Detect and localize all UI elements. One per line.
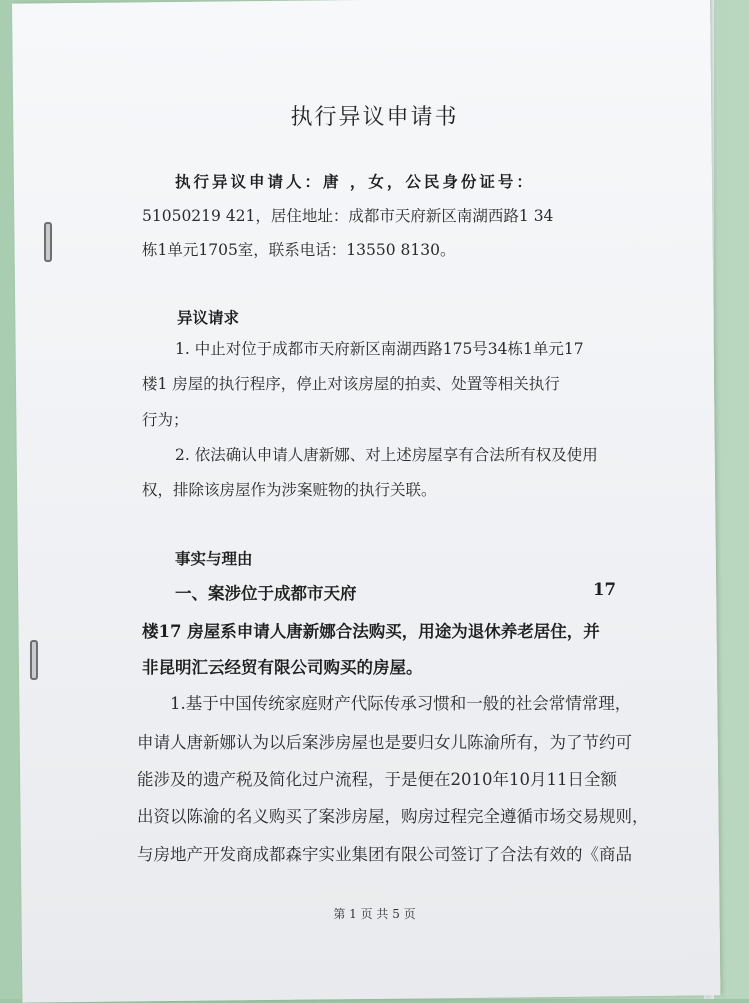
facts-point-1-line-1: 一、案涉位于成都市天府 (175, 584, 357, 603)
applicant-line-3: 栋1单元1705室，联系电话：13550 8130。 (142, 241, 456, 259)
facts-para-1-line-3: 能涉及的遗产税及简化过户流程，于是便在2010年10月11日全额 (137, 770, 617, 789)
request-item-1-line-3: 行为； (142, 411, 189, 429)
applicant-line-2: 51050219 421，居住地址：成都市天府新区南湖西路1 34 (142, 207, 554, 225)
request-item-1-line-2: 楼1 房屋的执行程序，停止对该房屋的拍卖、处置等相关执行 (142, 375, 560, 393)
facts-para-1-line-5: 与房地产开发商成都森宇实业集团有限公司签订了合法有效的《商品 (137, 845, 632, 864)
document-title: 执行异议申请书 (290, 105, 459, 130)
facts-heading: 事实与理由 (175, 549, 253, 568)
facts-para-1-line-1: 1.基于中国传统家庭财产代际传承习惯和一般的社会常情常理， (170, 694, 632, 713)
facts-point-1-line-3: 非昆明汇云经贸有限公司购买的房屋。 (142, 658, 423, 677)
page-footer: 第 1 页 共 5 页 (333, 907, 416, 921)
facts-point-1-line-2: 楼17 房屋系申请人唐新娜合法购买，用途为退休养老居住，并 (142, 622, 600, 641)
request-heading: 异议请求 (177, 308, 240, 327)
request-item-2-line-1: 2. 依法确认申请人唐新娜、对上述房屋享有合法所有权及使用 (175, 446, 598, 464)
facts-point-1-line-1-end: 17 (593, 580, 616, 599)
facts-para-1-line-2: 申请人唐新娜认为以后案涉房屋也是要归女儿陈渝所有，为了节约可 (137, 733, 632, 752)
request-item-1-line-1: 1. 中止对位于成都市天府新区南湖西路175号34栋1单元17 (175, 340, 584, 358)
facts-para-1-line-4: 出资以陈渝的名义购买了案涉房屋，购房过程完全遵循市场交易规则， (137, 807, 649, 826)
applicant-line-1: 执行异议申请人：唐 ，女，公民身份证号： (175, 172, 535, 191)
request-item-2-line-2: 权，排除该房屋作为涉案赃物的执行关联。 (142, 481, 437, 499)
